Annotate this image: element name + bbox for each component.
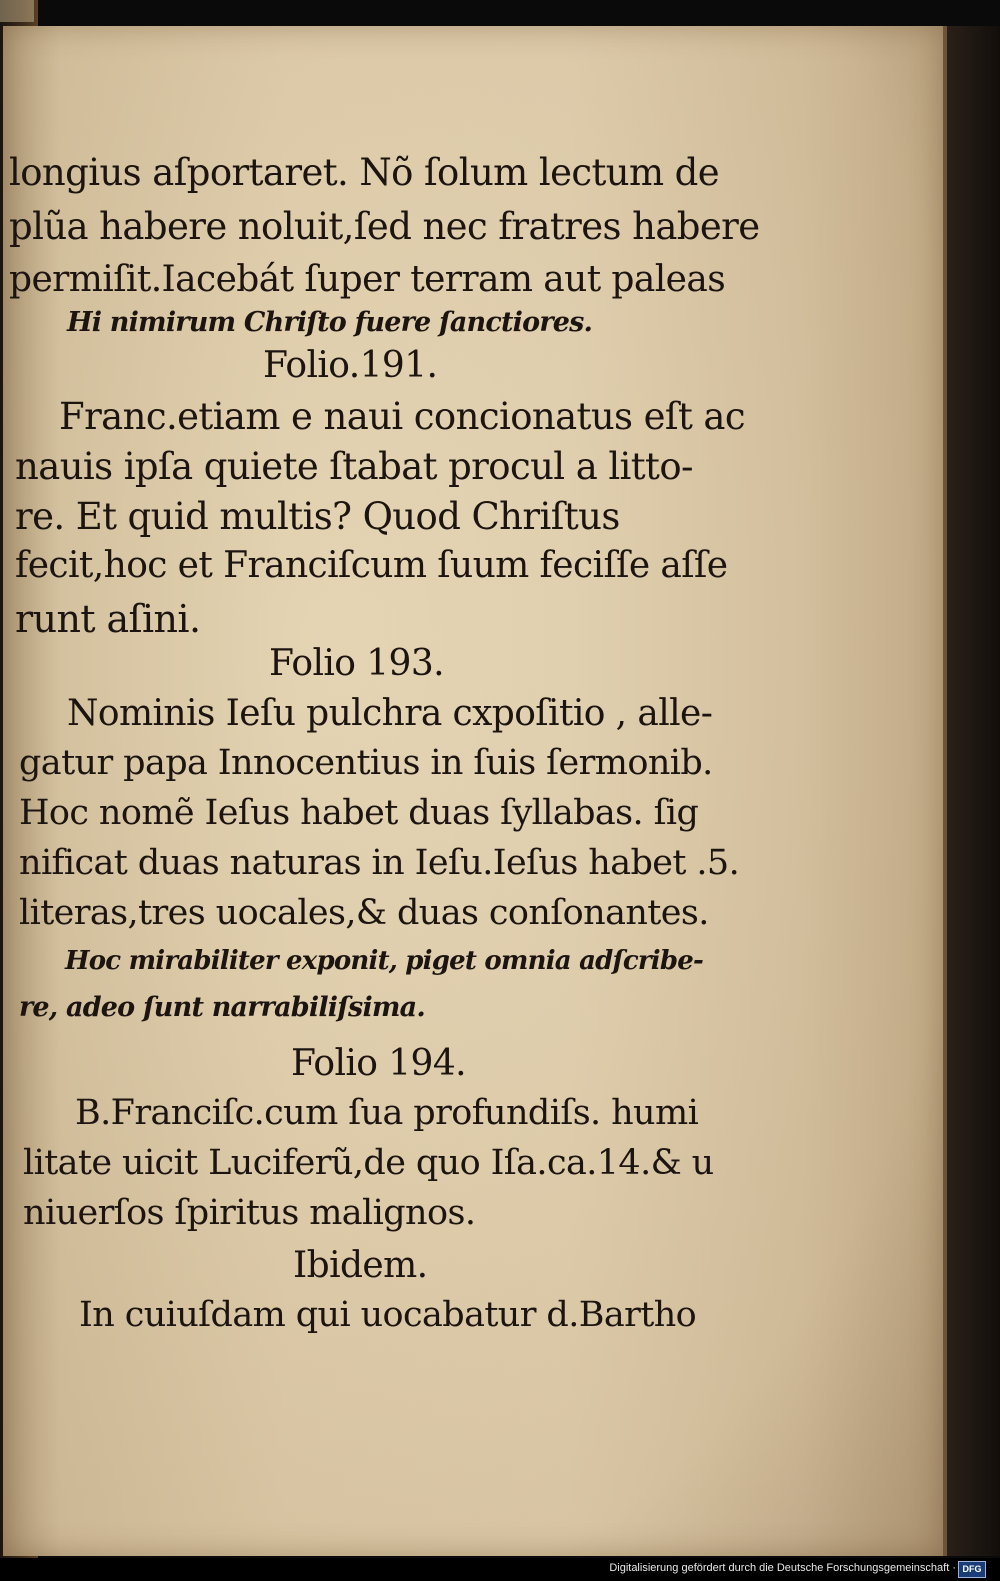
text-line: permiſit.Iacebát ſuper terram aut paleas — [9, 259, 726, 300]
funding-credit: Digitalisierung gefördert durch die Deutsche Forschungsgemeinschaft · — [609, 1562, 956, 1574]
page-paper — [3, 26, 947, 1556]
text-line: litate uicit Luciferũ,de quo Iſa.ca.14.& u — [23, 1143, 714, 1183]
background-strip — [947, 26, 1000, 1556]
text-line: gatur papa Innocentius in ſuis ſermonib. — [19, 743, 713, 783]
section-heading: Folio.191. — [263, 345, 438, 386]
text-line: Nominis Ieſu pulchra cxpoſitio , alle- — [67, 693, 713, 734]
text-line: fecit,hoc et Franciſcum ſuum feciſſe aſſe — [15, 545, 728, 586]
italic-note-line: Hoc mirabiliter exponit, piget omnia adſcribe- — [65, 946, 703, 976]
italic-note-line: Hi nimirum Chriſto fuere ſanctiores. — [67, 307, 593, 338]
text-line: literas,tres uocales,& duas conſonantes. — [19, 893, 709, 933]
text-line: re. Et quid multis? Quod Chriſtus — [15, 495, 620, 538]
section-heading: Folio 193. — [269, 643, 444, 684]
text-line: nificat duas naturas in Ieſu.Ieſus habet .5. — [19, 843, 740, 883]
dfg-logo-icon: DFG — [958, 1561, 986, 1578]
text-line: nauis ipſa quiete ſtabat procul a litto- — [15, 445, 693, 488]
text-line: plũa habere noluit,ſed nec fratres habere — [9, 205, 760, 248]
text-line: runt aſini. — [15, 597, 201, 641]
digitization-footer — [0, 1558, 1000, 1581]
text-line: longius aſportaret. Nõ ſolum lectum de — [9, 151, 720, 194]
section-heading: Folio 194. — [291, 1043, 466, 1084]
text-line: In cuiuſdam qui uocabatur d.Bartho — [79, 1295, 697, 1335]
section-heading: Ibidem. — [293, 1245, 428, 1286]
text-line: niuerſos ſpiritus malignos. — [23, 1193, 476, 1233]
text-line: B.Franciſc.cum ſua profundiſs. humi — [75, 1093, 699, 1133]
text-line: Hoc nomẽ Ieſus habet duas ſyllabas. ſig — [19, 793, 699, 833]
text-line: Franc.etiam e naui concionatus eſt ac — [59, 395, 746, 438]
italic-note-line: re, adeo ſunt narrabiliſsima. — [19, 992, 425, 1023]
